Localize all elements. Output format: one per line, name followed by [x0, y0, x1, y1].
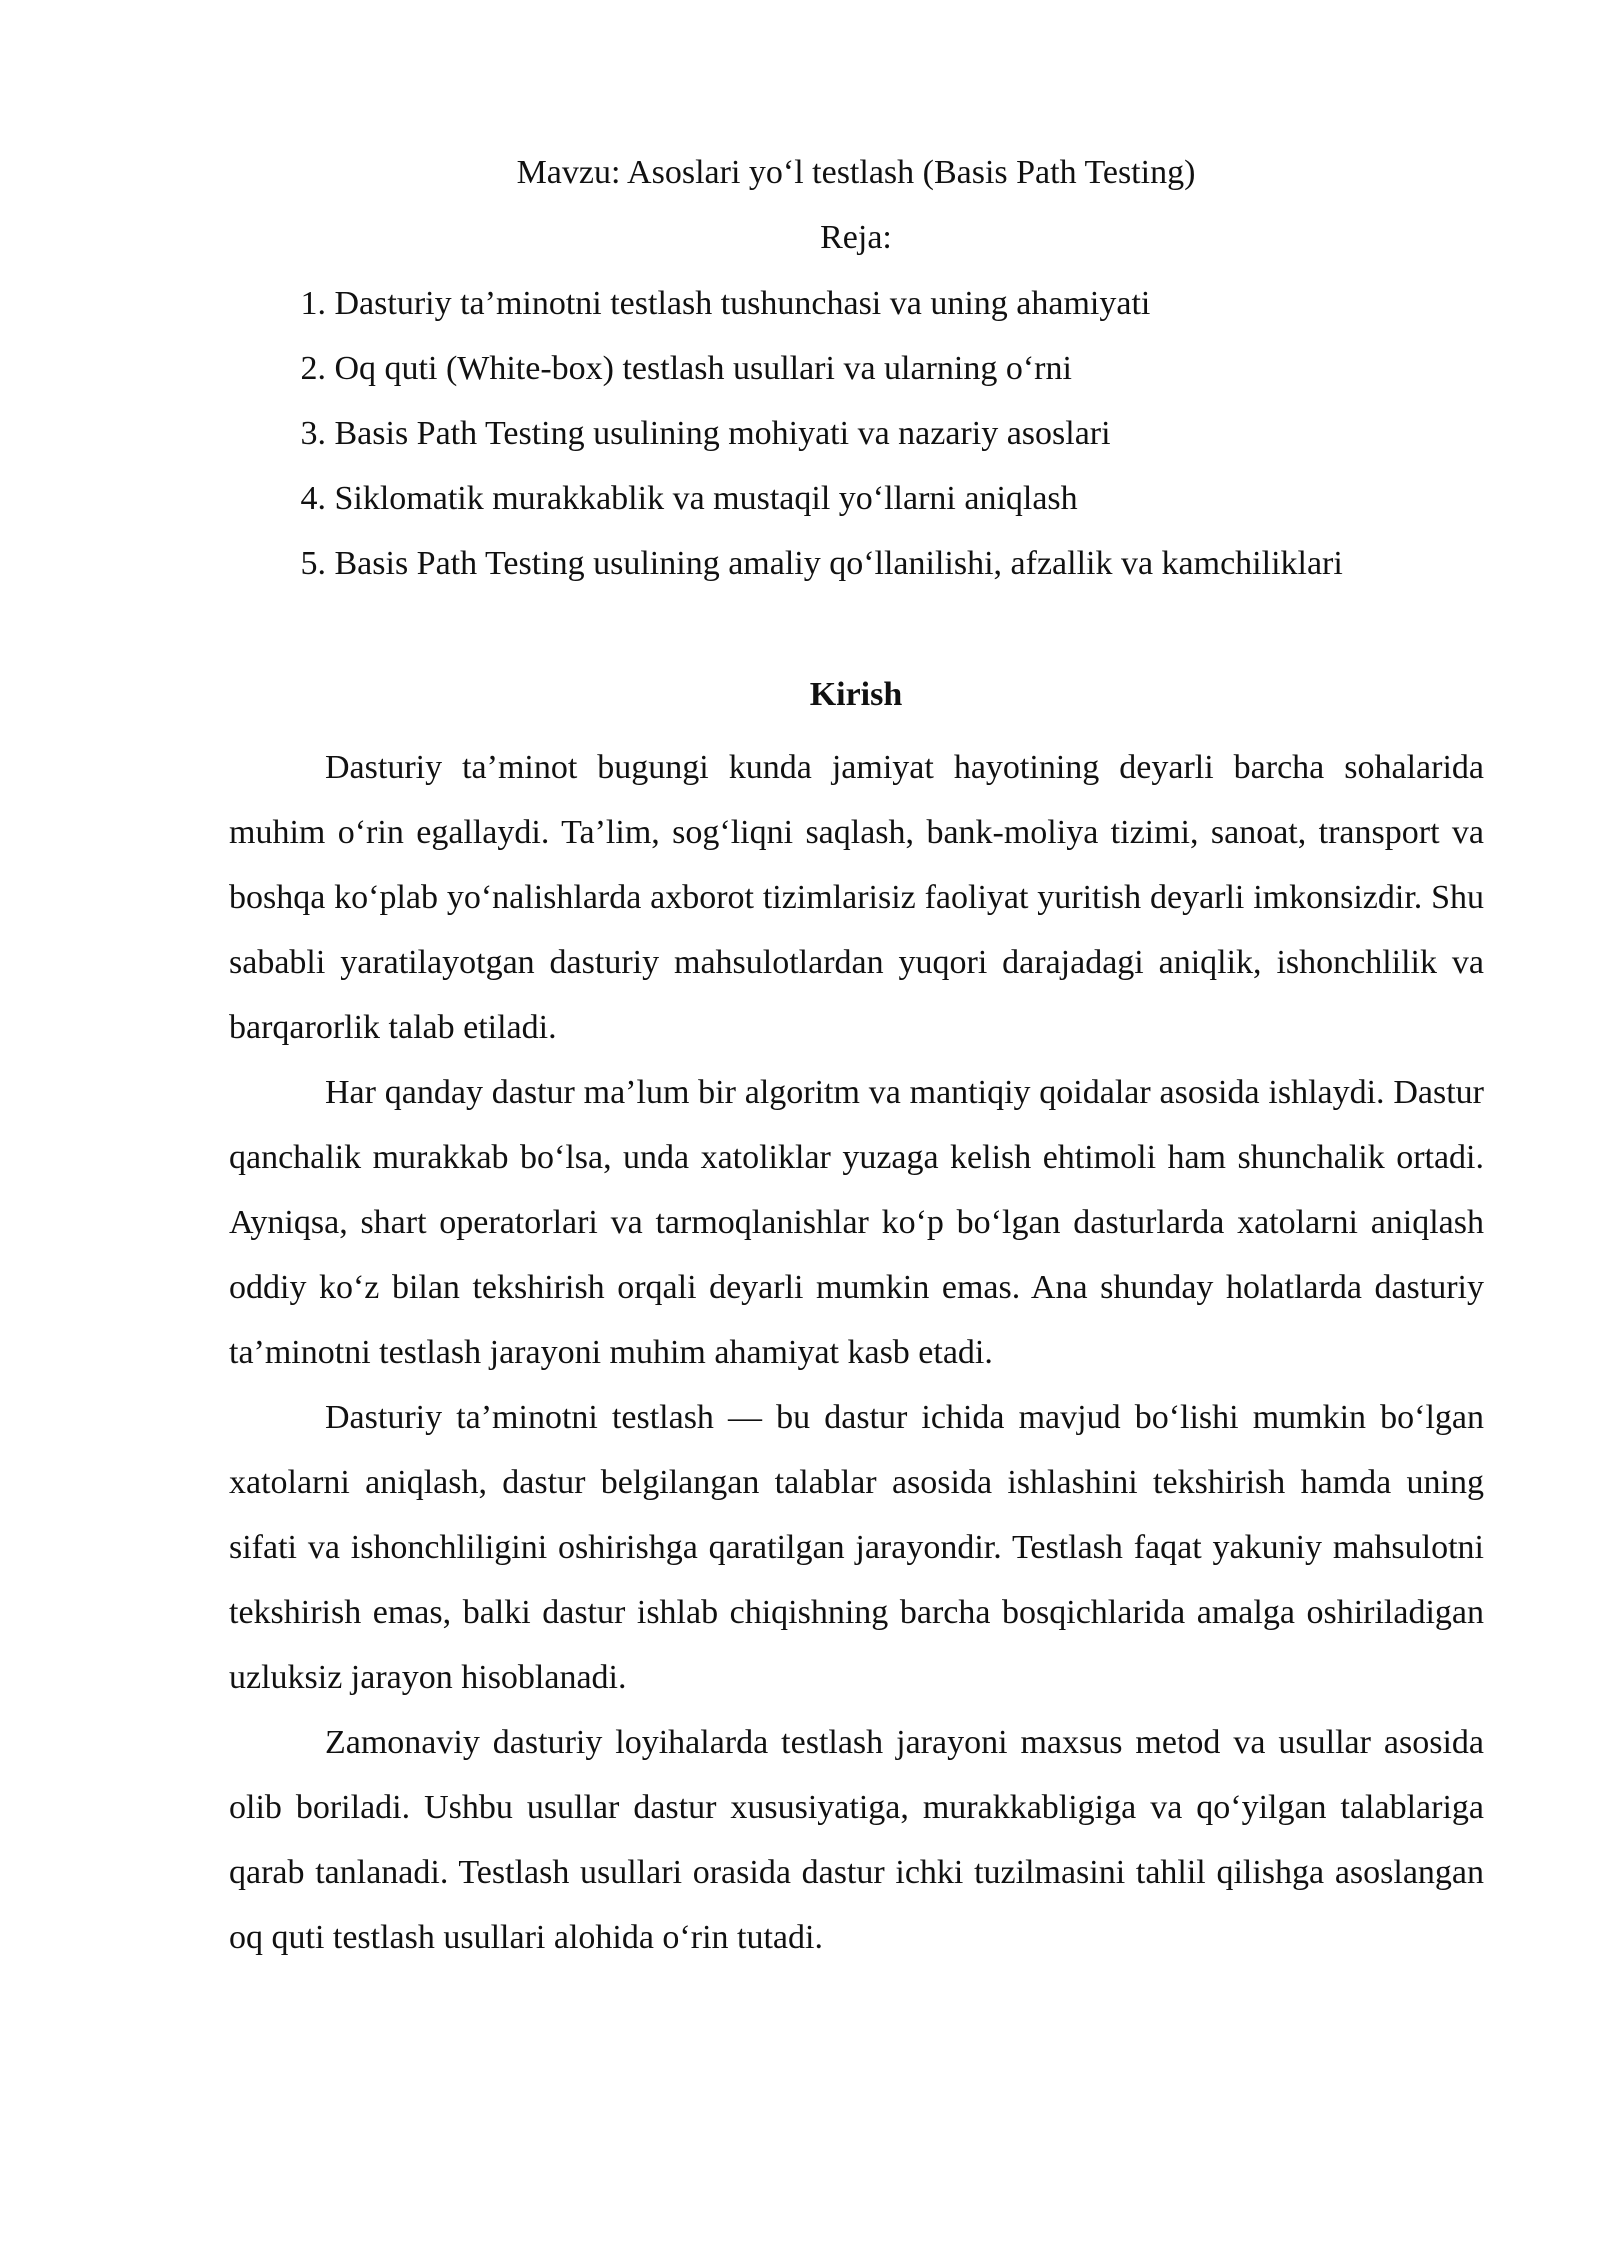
plan-list	[260, 279, 1343, 604]
plan-item-number: 4.	[300, 480, 326, 517]
section-heading: Kirish	[809, 676, 903, 713]
body-text	[229, 735, 1484, 1970]
plan-item	[260, 409, 1343, 474]
plan-item	[260, 279, 1343, 344]
plan-item	[260, 474, 1343, 539]
plan-item	[260, 539, 1343, 604]
plan-item-number: 2.	[300, 350, 326, 387]
plan-item-number: 5.	[300, 545, 326, 582]
plan-item-text: Siklomatik murakkablik va mustaqil yo‘llarni aniqlash	[334, 480, 1078, 517]
paragraph: Zamonaviy dasturiy loyihalarda testlash jarayoni maxsus metod va usullar asosida olib boriladi. Ushbu usullar dastur xususiyatiga, murakkabligiga va qo‘yilgan talablariga qarab tanlanadi. Testlash usullari orasida dastur ichki tuzilmasini tahlil qilishga asoslangan oq quti testlash usullari alohida o‘rin tutadi.	[229, 1724, 1484, 1956]
paragraph: Dasturiy ta’minot bugungi kunda jamiyat hayotining deyarli barcha sohalarida muhim o‘rin egallaydi. Ta’lim, sog‘liqni saqlash, bank-moliya tizimi, sanoat, transport va boshqa ko‘plab yo‘nalishlarda axborot tizimlarisiz faoliyat yuritish deyarli imkonsizdir. Shu sababli yaratilayotgan dasturiy mahsulotlardan yuqori darajadagi aniqlik, ishonchlilik va barqarorlik talab etiladi.	[229, 749, 1484, 1046]
plan-item-text: Basis Path Testing usulining amaliy qo‘llanilishi, afzallik va kamchiliklari	[334, 545, 1343, 582]
plan-item-text: Basis Path Testing usulining mohiyati va nazariy asoslari	[334, 415, 1111, 452]
document-topic: Mavzu: Asoslari yo‘l testlash (Basis Path Testing)	[516, 154, 1196, 191]
plan-item-number: 1.	[300, 285, 326, 322]
paragraph: Har qanday dastur ma’lum bir algoritm va mantiqiy qoidalar asosida ishlaydi. Dastur qanchalik murakkab bo‘lsa, unda xatoliklar yuzaga kelish ehtimoli ham shunchalik ortadi. Ayniqsa, shart operatorlari va tarmoqlanishlar ko‘p bo‘lgan dasturlarda xatolarni aniqlash oddiy ko‘z bilan tekshirish orqali deyarli mumkin emas. Ana shunday holatlarda dasturiy ta’minotni testlash jarayoni muhim ahamiyat kasb etadi.	[229, 1074, 1484, 1371]
plan-label: Reja:	[820, 219, 892, 256]
plan-item-text: Dasturiy ta’minotni testlash tushunchasi va uning ahamiyati	[334, 285, 1151, 322]
plan-item-number: 3.	[300, 415, 326, 452]
plan-item	[260, 344, 1343, 409]
plan-item-text: Oq quti (White-box) testlash usullari va ularning o‘rni	[334, 350, 1072, 387]
paragraph: Dasturiy ta’minotni testlash — bu dastur ichida mavjud bo‘lishi mumkin bo‘lgan xatolarni aniqlash, dastur belgilangan talablar asosida ishlashini tekshirish hamda uning sifati va ishonchliligini oshirishga qaratilgan jarayondir. Testlash faqat yakuniy mahsulotni tekshirish emas, balki dastur ishlab chiqishning barcha bosqichlarida amalga oshiriladigan uzluksiz jarayon hisoblanadi.	[229, 1399, 1484, 1696]
